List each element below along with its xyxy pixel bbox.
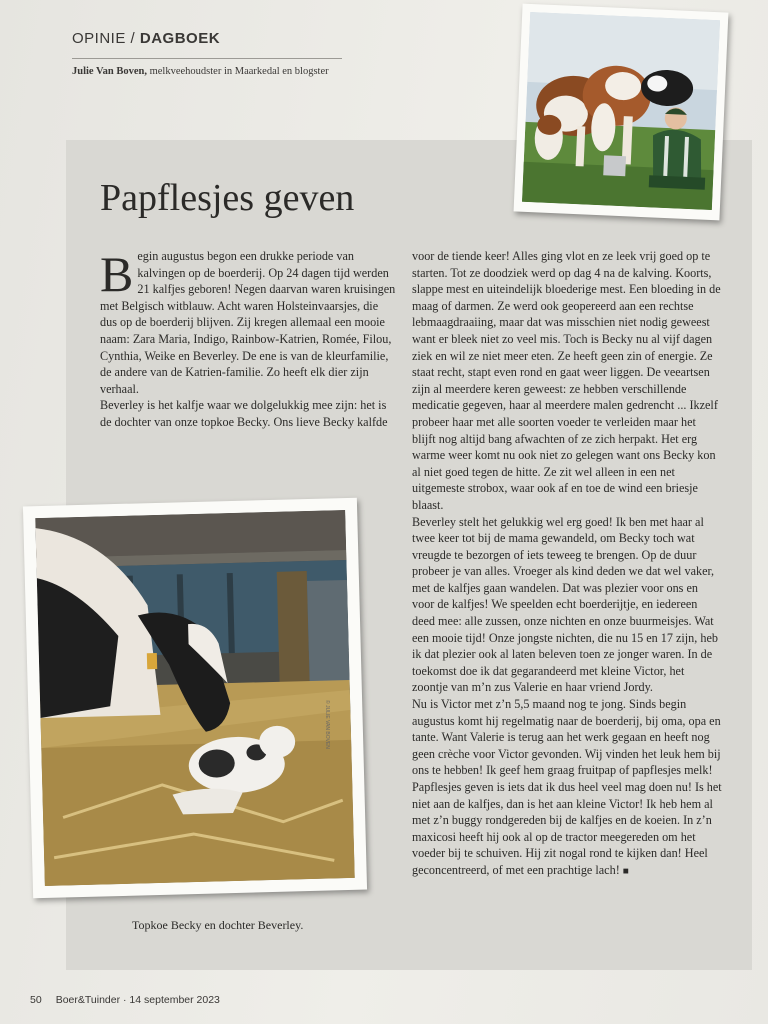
cow-calf-photo	[23, 498, 367, 899]
photo-credit: © JULIE VAN BOVEN	[324, 700, 330, 749]
paragraph-text: Nu is Victor met z’n 5,5 maand nog te jong. Sinds begin augustus komt hij regelmatig naar de boerderij, bij oma, opa en tante. Want Valerie is terug aan het werk gegaan en heeft nog geen crèche voor Victor gevonden. Wij vinden het leuk hem bij ons te hebben! Ik geef hem graag fruitpap of papflesjes melk! Papflesjes geven is iets dat ik dus heel veel mag doen nu! Is het niet aan de kalfjes, dan is het aan kleine Victor! Ik heb hem al met z’n buggy rondgereden bij de kalfjes en de koeien. In z’n maxicosi heeft hij ook al op de tractor meegereden om het voeder bij te schuiven. Hij zit nogal rond te kijken dan! Heel geconcentreerd, of met een prachtige lach!	[412, 697, 722, 877]
section-label	[72, 30, 220, 47]
paragraph-text: egin augustus begon een drukke periode van kalvingen op de boerderij. Op 24 dagen tijd werden 21 kalfjes geboren! Negen daarvan waren kruisingen met Belgisch witblauw. Acht waren Holsteinvaarsjes, die dus op de boerderij blijven. Zij kregen allemaal een mooie naam: Zara Maria, Indigo, Rainbow-Katrien, Romée, Filou, Cynthia, Weike en Beverley. De ene is van de kleurfamilie, de andere van de Katrien-familie. Zo heeft elk dier zijn verhaal.	[100, 249, 396, 396]
article-title: Papflesjes geven	[100, 177, 355, 219]
cow-and-calf-image	[35, 510, 355, 886]
article-column-right	[412, 248, 722, 881]
author-name: Julie Van Boven,	[72, 66, 147, 77]
paragraph: Beverley stelt het gelukkig wel erg goed! Ik ben met haar al twee keer tot bij de mama gewandeld, om Becky toch wat vreugde te bezorgen of iets teweeg te brengen. Op de duur probeer je van alles. Vroeger als kind deden we dat wel vaker, met de kalfjes gaan wandelen. Dat was plezier voor ons en voor de kalfjes! We speelden echt boerderijtje, en iedereen deed mee: alle zussen, onze nichten en onze buurmeisjes. Wat een mooie tijd! Onze jongste nichten, die nu 15 en 17 zijn, heb ik dat plezier ook al laten beleven toen ze jonger waren. In de toekomst doe ik dat gegarandeerd met kleine Victor, het zoontje van m’n zus Valerie en haar vriend Jordy.	[412, 514, 718, 695]
subsection-name: DAGBOEK	[139, 30, 221, 47]
article-column-left	[100, 248, 398, 431]
drop-cap: B	[100, 246, 134, 302]
section-separator: /	[125, 30, 140, 47]
paragraph: voor de tiende keer! Alles ging vlot en ze leek vrij goed op te starten. Tot ze doodziek werd op dag 4 na de kalving. Koorts, slappe mest en uiteindelijk bloederige mest. Een bloeding in de maag of darmen. Ze werd ook geopereerd aan een rechtse lebmaagdraaiing, maar dat was misschien niet nodig geweest want er bleek niet zo veel mis. Toch is Becky nu al vijf dagen ziek en wil ze niet meer eten. Ze heeft geen zin of energie. Ze staat recht, stapt even rond en gaat weer liggen. De veeartsen zijn al meerdere keren geweest: ze hebben verschillende medicatie gegeven, haar al meerdere malen gedrencht ... Ikzelf probeer haar met alle soorten voeder te verleiden maar het blijft nog altijd bang afwachten of ze zich herpakt. Het erg warme weer komt nu ook niet zo gelegen want ons Becky kon al niet goed tegen de hitte. Ze zit wel alleen in een net uitgemeste strobox, waar ook af en toe de wind een briesje blaast.	[412, 249, 721, 512]
cows-with-farmer-image	[522, 12, 720, 210]
section-name: OPINIE	[72, 30, 126, 47]
byline	[72, 66, 329, 77]
photo-caption: Topkoe Becky en dochter Beverley.	[132, 918, 304, 932]
paragraph: Beverley is het kalfje waar we dolgelukkig mee zijn: het is de dochter van onze topkoe Becky. Ons lieve Becky kalfde	[100, 398, 388, 429]
header-rule	[72, 58, 342, 59]
paragraph	[412, 696, 722, 881]
author-photo	[514, 4, 729, 221]
end-mark: ■	[622, 865, 629, 877]
page-footer	[30, 994, 220, 1006]
page-number: 50	[30, 994, 42, 1006]
author-role: melkveehoudster in Maarkedal en blogster	[146, 66, 329, 77]
paragraph	[100, 248, 398, 397]
publication-info: Boer&Tuinder · 14 september 2023	[55, 994, 220, 1006]
